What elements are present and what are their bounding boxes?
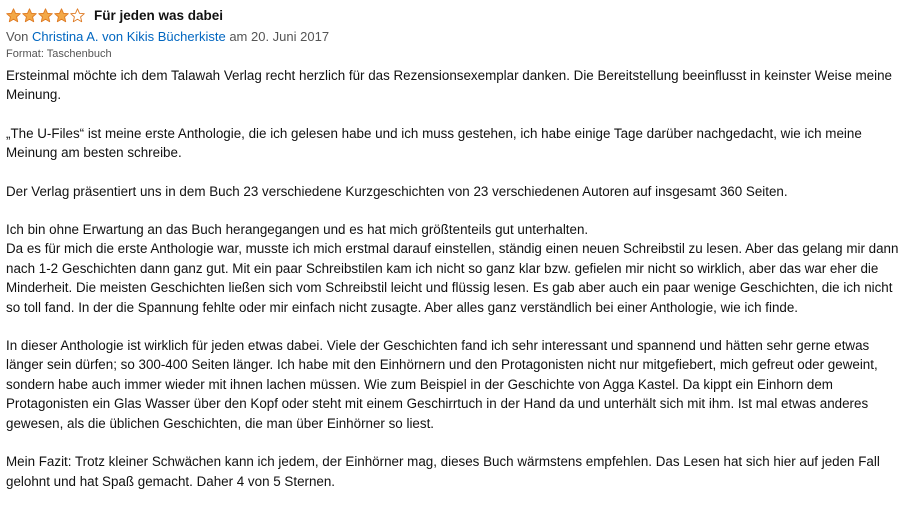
review-title[interactable]: Für jeden was dabei	[94, 7, 224, 23]
format-label: Format: Taschenbuch	[6, 48, 112, 60]
review-paragraph: Ersteinmal möchte ich dem Talawah Verlag recht herzlich für das Rezensionsexemplar danken. Die Bereitstellung beeinflusst in keinster Weise meine Meinung.	[6, 68, 892, 103]
star-filled-icon	[6, 8, 21, 23]
review-card	[6, 4, 906, 510]
review-paragraph: „The U-Files“ ist meine erste Anthologie, die ich gelesen habe und ich muss gestehen, ich habe einige Tage darüber nachgedacht, wie ich meine Meinung am besten schreibe.	[6, 125, 862, 161]
review-header	[6, 4, 906, 26]
review-paragraph: Der Verlag präsentiert uns in dem Buch 23 verschiedene Kurzgeschichten von 23 verschiedenen Autoren auf insgesamt 360 Seiten.	[6, 183, 788, 199]
star-empty-icon	[70, 8, 85, 23]
review-paragraph: In dieser Anthologie ist wirklich für jeden etwas dabei. Viele der Geschichten fand ich sehr interessant und spannend und hätten sehr gerne etwas länger sein dürfen; so 300-400 Seiten länger. Ich habe mit den Einhörnern und den Protagonisten nicht nur mitgefiebert, mich gefreut oder geweint, sondern habe auch immer wieder mit ihnen lachen müssen. Wie zum Beispiel in der Geschichte von Agga Kastel. Da kippt ein Einhorn dem Protagonisten ein Glas Wasser über den Kopf oder steht mit einem Geschirrtuch in der Hand da und unterhält sich mit ihm. Ist mal etwas anderes gewesen, als die üblichen Geschichten, die man über Einhörner so liest.	[6, 338, 878, 431]
review-byline	[6, 28, 906, 46]
author-link[interactable]: Christina A. von Kikis Bücherkiste	[32, 29, 226, 44]
review-paragraph: Da es für mich die erste Anthologie war, musste ich mich erstmal darauf einstellen, ständig einen neuen Schreibstil zu lesen. Aber das gelang mir dann nach 1-2 Geschichten dann ganz gut. Mit ein paar Schreibstilen kam ich nicht so ganz klar bzw. gefielen mir nicht so wirklich, aber das war eher die Minderheit. Die meisten Geschichten ließen sich vom Schreibstil leicht und flüssig lesen. Es gab aber auch ein paar wenige Geschichten, die ich nicht so toll fand. In der die Spannung fehlte oder mir einfach nicht zusagte. Aber alles ganz verständlich bei einer Anthologie, wie ich finde.	[6, 241, 899, 315]
star-filled-icon	[54, 8, 69, 23]
review-date: am 20. Juni 2017	[229, 29, 330, 44]
review-paragraph: Mein Fazit: Trotz kleiner Schwächen kann ich jedem, der Einhörner mag, dieses Buch wärmstens empfehlen. Das Lesen hat sich hier auf jeden Fall gelohnt und hat Spaß gemacht. Daher 4 von 5 Sternen.	[6, 454, 880, 489]
star-filled-icon	[22, 8, 37, 23]
star-rating[interactable]	[6, 8, 86, 23]
review-paragraph: Ich bin ohne Erwartung an das Buch herangegangen und es hat mich größtenteils gut unterhalten.	[6, 222, 589, 238]
review-body	[6, 66, 906, 491]
byline-prefix: Von	[6, 29, 29, 44]
star-filled-icon	[38, 8, 53, 23]
